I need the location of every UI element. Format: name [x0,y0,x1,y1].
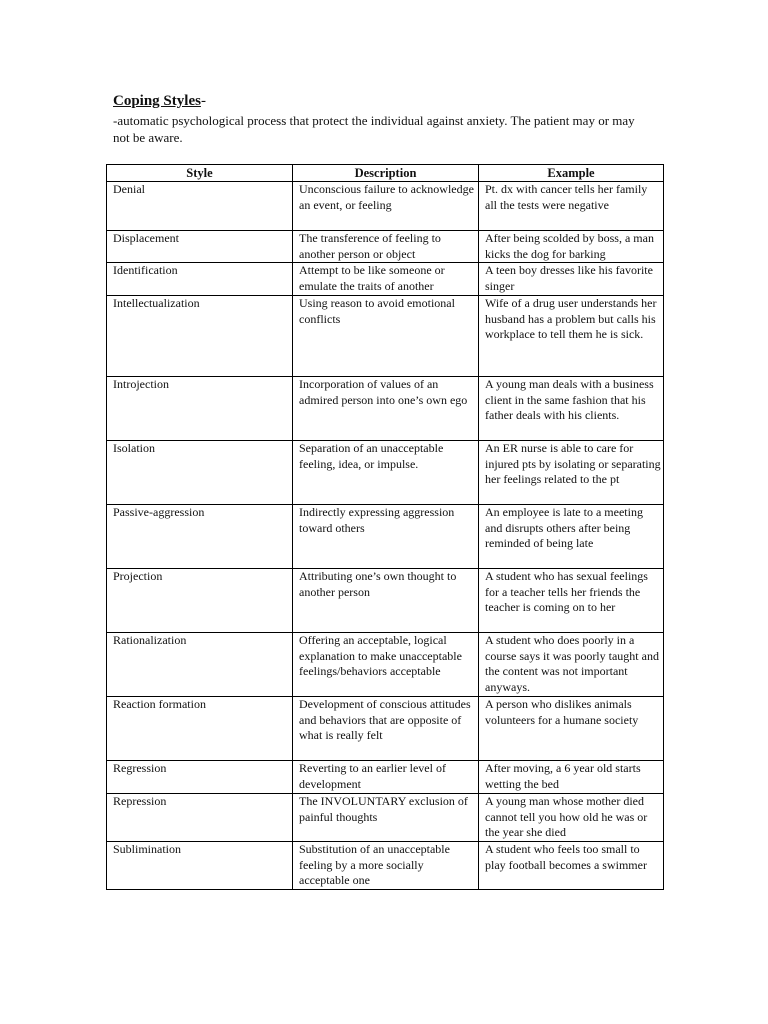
table-header-row [107,165,664,182]
table-row [107,696,664,760]
description-cell: Incorporation of values of an admired person into one’s own ego [293,376,479,440]
style-cell: Repression [107,793,293,841]
example-cell: A young man whose mother died cannot tell you how old he was or the year she died [479,793,664,841]
description-cell: Indirectly expressing aggression toward others [293,504,479,568]
table-row [107,231,664,263]
table-row [107,568,664,632]
table-row [107,440,664,504]
style-cell: Denial [107,182,293,231]
table-row [107,841,664,889]
style-cell: Isolation [107,440,293,504]
style-cell: Introjection [107,376,293,440]
example-cell: A student who does poorly in a course says it was poorly taught and the content was not important anyways. [479,632,664,696]
style-cell: Identification [107,263,293,295]
style-cell: Rationalization [107,632,293,696]
title-dash: - [200,93,206,109]
table-row [107,263,664,295]
header-description: Description [293,165,479,182]
example-cell: A student who feels too small to play football becomes a swimmer [479,841,664,889]
example-cell: After being scolded by boss, a man kicks the dog for barking [479,231,664,263]
table-row [107,182,664,231]
header-example: Example [479,165,664,182]
description-cell: The INVOLUNTARY exclusion of painful thoughts [293,793,479,841]
intro-paragraph: -automatic psychological process that protect the individual against anxiety. The patient may or may not be aware. [113,113,635,145]
table-row [107,793,664,841]
table-row [107,376,664,440]
example-cell: A young man deals with a business client in the same fashion that his father deals with his clients. [479,376,664,440]
description-cell: Development of conscious attitudes and behaviors that are opposite of what is really felt [293,696,479,760]
document-heading [113,92,206,110]
example-cell: A student who has sexual feelings for a teacher tells her friends the teacher is coming on to her [479,568,664,632]
description-cell: Reverting to an earlier level of development [293,760,479,793]
example-cell: An employee is late to a meeting and disrupts others after being reminded of being late [479,504,664,568]
table-row [107,760,664,793]
table-row [107,295,664,376]
description-cell: Attributing one’s own thought to another person [293,568,479,632]
description-cell: The transference of feeling to another person or object [293,231,479,263]
document-title: Coping Styles [113,93,201,109]
table-row [107,632,664,696]
style-cell: Sublimination [107,841,293,889]
example-cell: An ER nurse is able to care for injured pts by isolating or separating her feelings related to the pt [479,440,664,504]
description-cell: Using reason to avoid emotional conflicts [293,295,479,376]
style-cell: Displacement [107,231,293,263]
example-cell: A teen boy dresses like his favorite singer [479,263,664,295]
table-row [107,504,664,568]
description-cell: Offering an acceptable, logical explanation to make unacceptable feelings/behaviors acceptable [293,632,479,696]
example-cell: Wife of a drug user understands her husband has a problem but calls his workplace to tell them he is sick. [479,295,664,376]
style-cell: Regression [107,760,293,793]
style-cell: Reaction formation [107,696,293,760]
example-cell: Pt. dx with cancer tells her family all the tests were negative [479,182,664,231]
description-cell: Substitution of an unacceptable feeling by a more socially acceptable one [293,841,479,889]
style-cell: Passive-aggression [107,504,293,568]
coping-styles-table [106,164,664,890]
description-cell: Separation of an unacceptable feeling, idea, or impulse. [293,440,479,504]
header-style: Style [107,165,293,182]
example-cell: A person who dislikes animals volunteers for a humane society [479,696,664,760]
description-cell: Unconscious failure to acknowledge an event, or feeling [293,182,479,231]
description-cell: Attempt to be like someone or emulate the traits of another [293,263,479,295]
style-cell: Intellectualization [107,295,293,376]
style-cell: Projection [107,568,293,632]
example-cell: After moving, a 6 year old starts wetting the bed [479,760,664,793]
